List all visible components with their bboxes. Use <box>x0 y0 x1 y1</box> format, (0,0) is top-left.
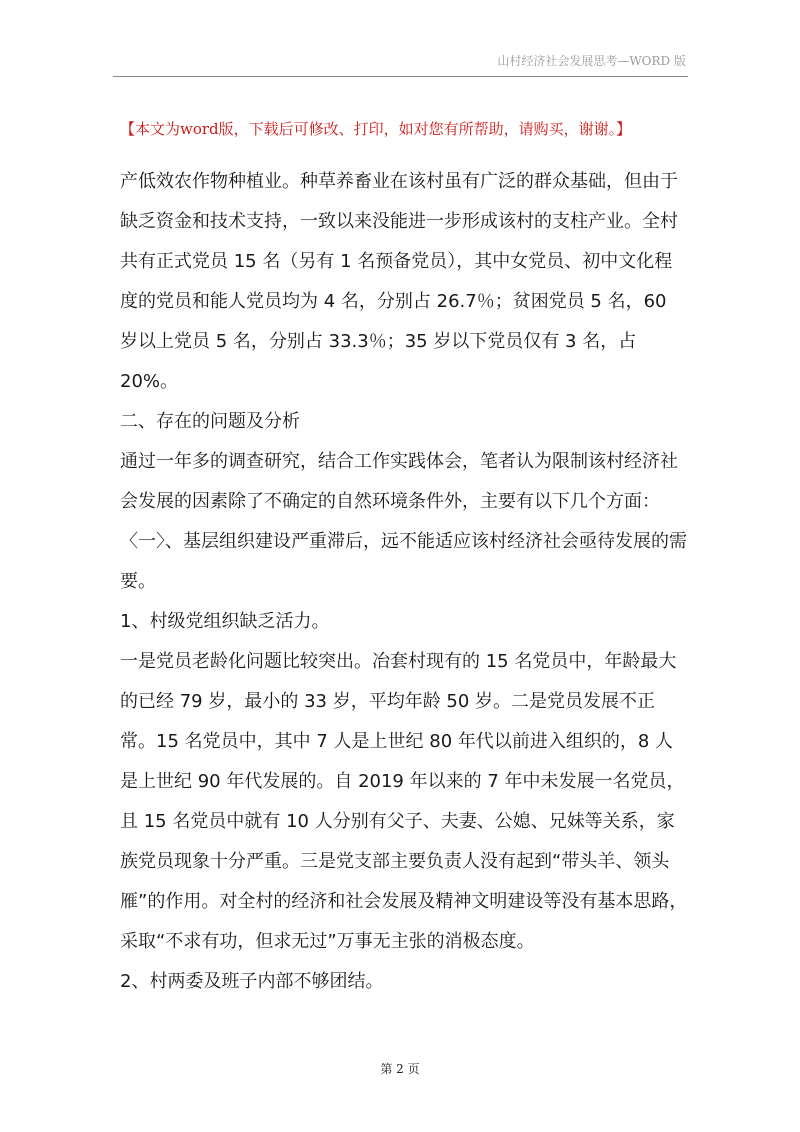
item-heading-committee-unity: 2、村两委及班子内部不够团结。 <box>120 971 384 992</box>
paragraph-aging-members: 一是党员老龄化问题比较突出。冶套村现有的 15 名党员中，年龄最大的已经 79 岁，最小的 33 岁，平均年龄 50 岁。二是党员发展不正常。15 名党员中，其中 7 人是上世纪 80 年代以前进入组织的，8 人是上世纪 90 年代发展的。自 2019 年以来的 7 年中未发展一名党员，且 15 名党员中就有 10 人分别有父子、夫妻、公媳、兄妹等关系，家族党员现象十分严重。三是党支部主要负责人没有起到“带头羊、领头雁”的作用。对全村的经济和社会发展及精神文明建设等没有基本思路，采取“不求有功，但求无过”万事无主张的消极态度。 <box>120 651 688 952</box>
paragraph-party-members-stats: 产低效农作物种植业。种草养畜业在该村虽有广泛的群众基础，但由于缺乏资金和技术支持，一致以来没能进一步形成该村的支柱产业。全村共有正式党员 15 名（另有 1 名预备党员），其中女党员、初中文化程度的党员和能人党员均为 4 名，分别占 26.7％；贫困党员 5 名，60 岁以上党员 5 名，分别占 33.3％；35 岁以下党员仅有 3 名，占 20%。 <box>120 171 678 392</box>
item-heading-party-vitality: 1、村级党组织缺乏活力。 <box>120 611 330 632</box>
page-header-title: 山村经济社会发展思考—WORD 版 <box>497 54 686 68</box>
header-divider <box>113 76 688 77</box>
subsection-heading-grassroots: 〈一〉、基层组织建设严重滞后，远不能适应该村经济社会亟待发展的需要。 <box>120 531 687 592</box>
section-heading-problems: 二、存在的问题及分析 <box>120 411 300 432</box>
download-notice: 【本文为word版，下载后可修改、打印，如对您有所帮助，请购买，谢谢。】 <box>120 120 632 138</box>
paragraph-research-intro: 通过一年多的调查研究，结合工作实践体会，笔者认为限制该村经济社会发展的因素除了不确定的自然环境条件外，主要有以下几个方面： <box>120 451 678 512</box>
document-body <box>120 162 690 1002</box>
page-number: 第 2 页 <box>380 1062 420 1076</box>
